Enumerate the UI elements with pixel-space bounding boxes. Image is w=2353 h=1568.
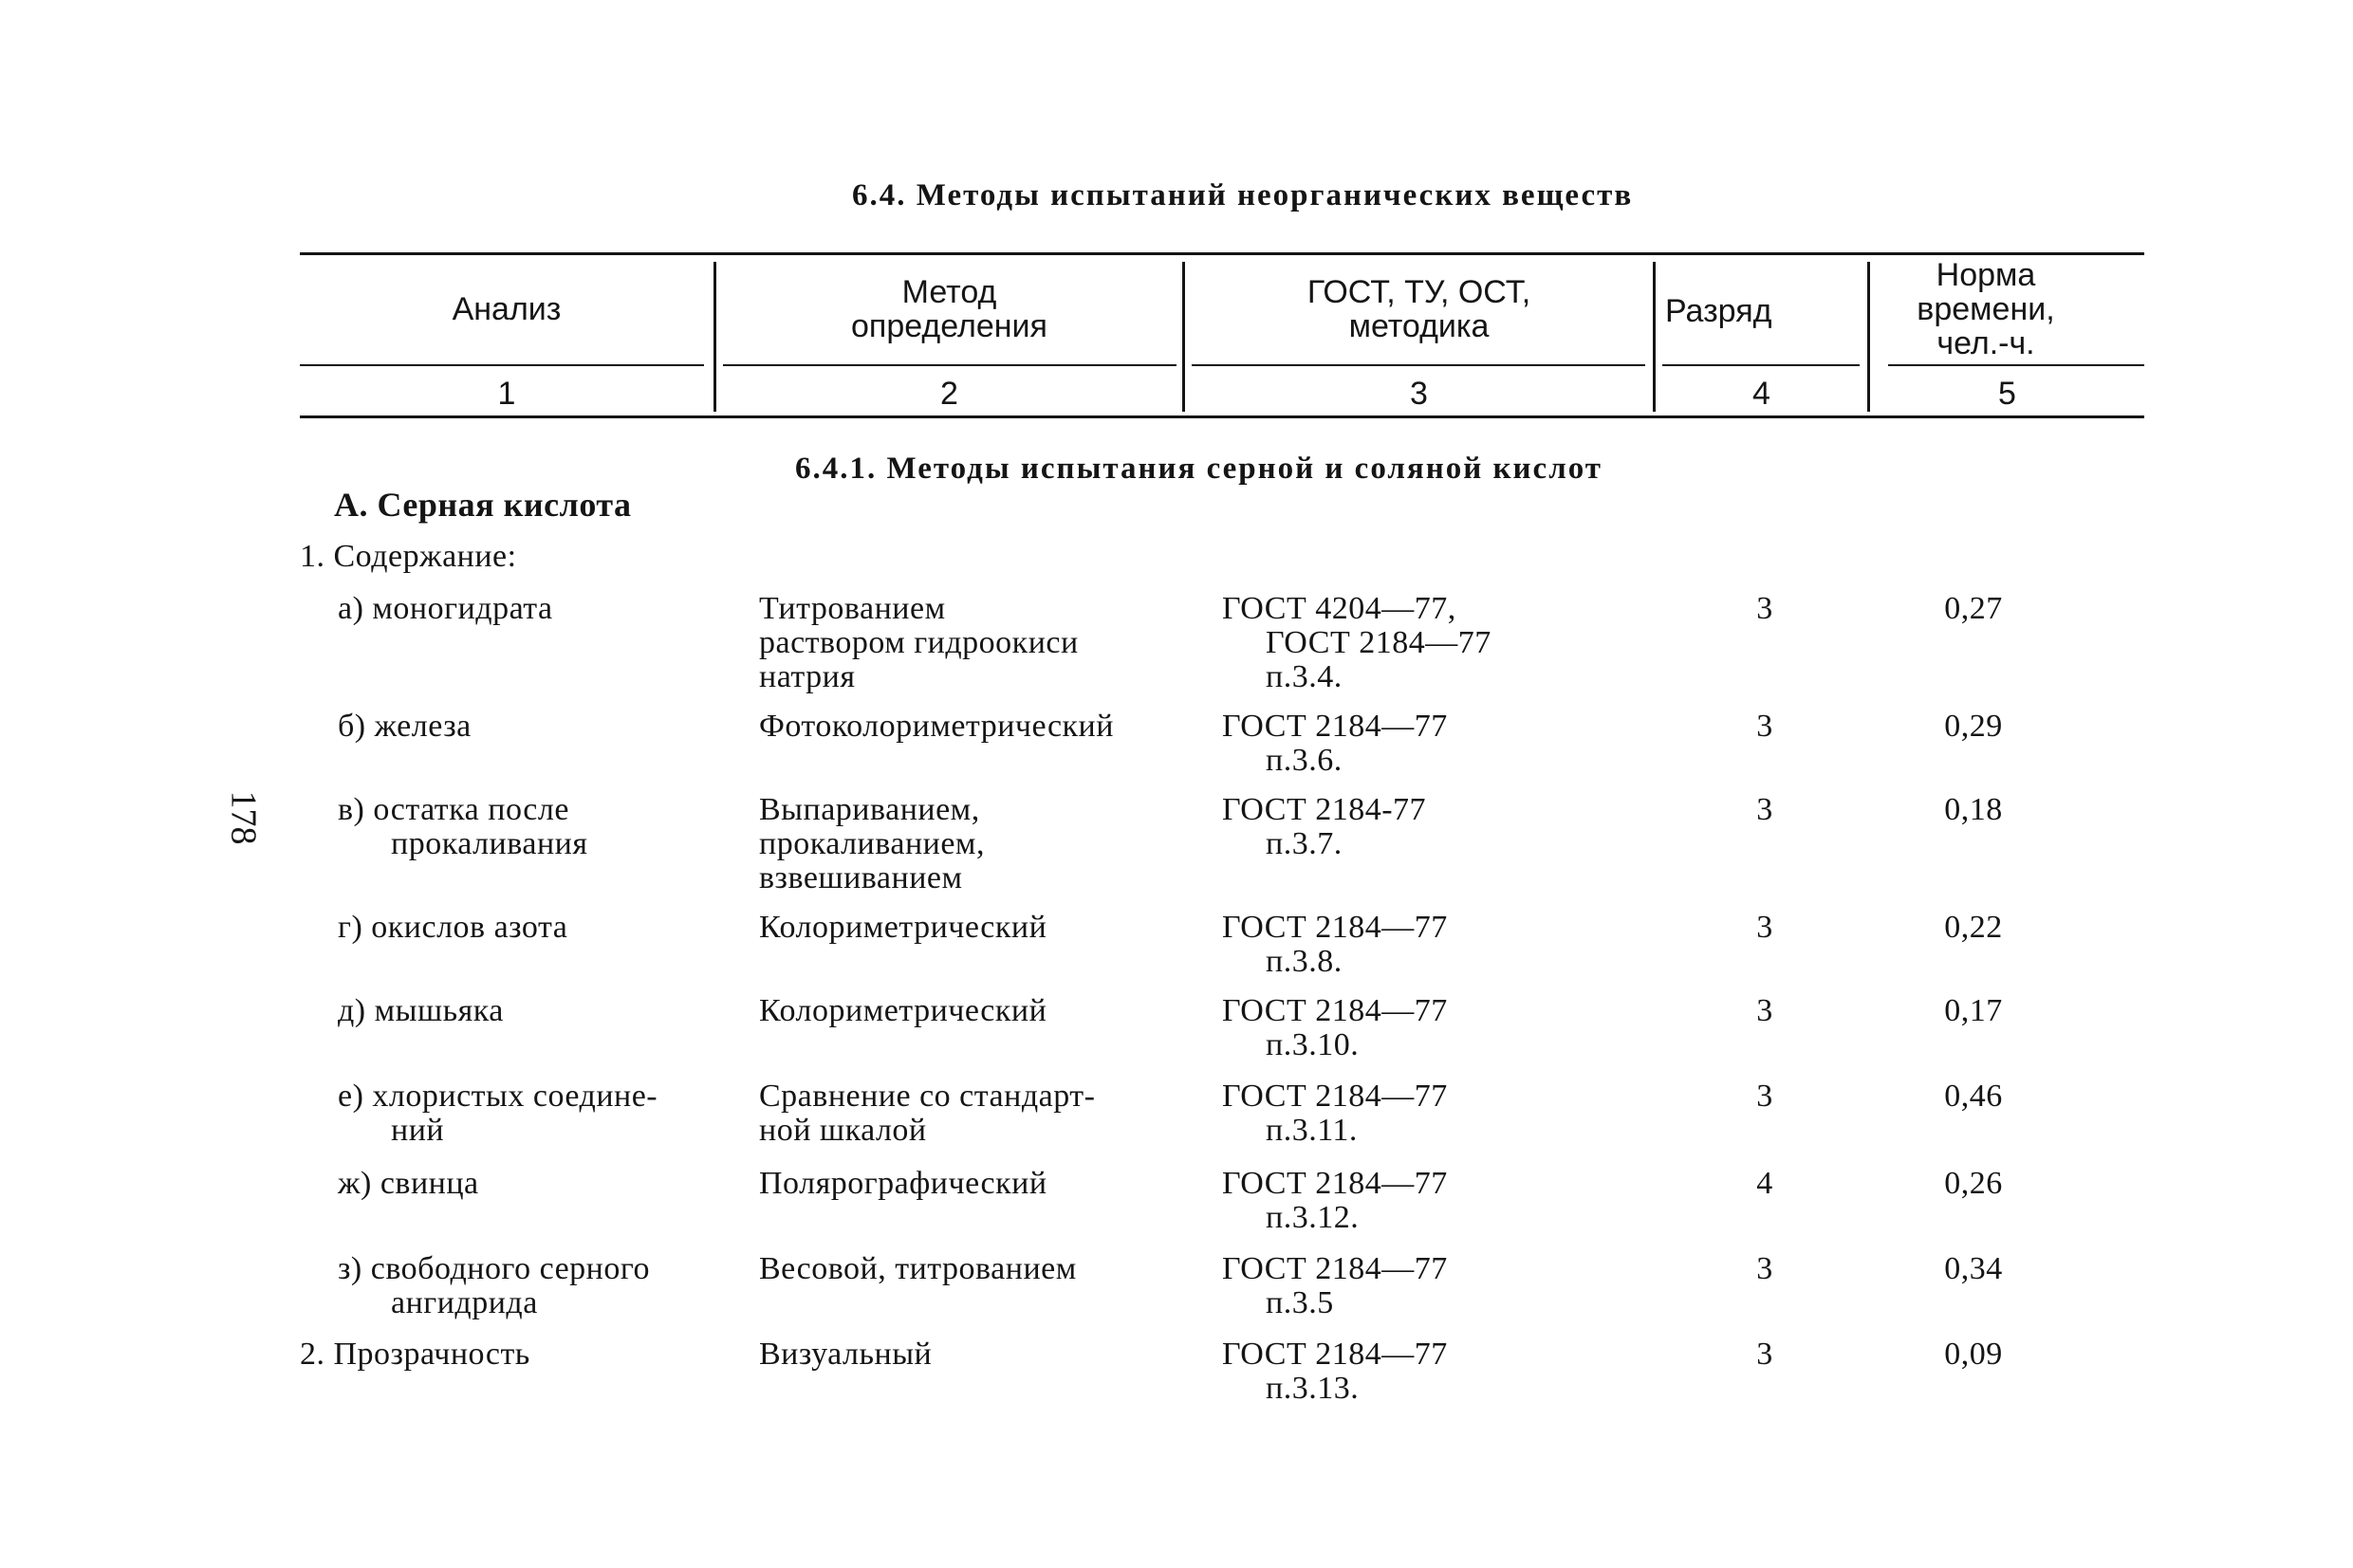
cell-method: ной шкалой [759, 1113, 927, 1148]
cell-grade: 3 [1756, 993, 1773, 1028]
cell-grade: 3 [1756, 709, 1773, 744]
cell-analysis: в) остатка после [338, 792, 569, 827]
header-gost: ГОСТ, ТУ, ОСТ, методика [1306, 274, 1531, 344]
table-top-rule [300, 252, 2144, 255]
page-number: 178 [223, 790, 264, 845]
cell-method: Выпариванием, [759, 792, 980, 827]
cell-analysis: д) мышьяка [338, 993, 504, 1028]
cell-method: Колориметрический [759, 910, 1047, 945]
cell-gost: ГОСТ 2184—77 [1222, 709, 1448, 744]
cell-gost: п.3.8. [1266, 944, 1343, 979]
cell-analysis: ж) свинца [338, 1166, 479, 1201]
cell-analysis: ний [391, 1113, 445, 1148]
cell-grade: 3 [1756, 1337, 1773, 1372]
cell-method: Колориметрический [759, 993, 1047, 1028]
cell-method: натрия [759, 659, 856, 694]
cell-grade: 3 [1756, 1079, 1773, 1114]
cell-analysis: е) хлористых соедине- [338, 1079, 658, 1114]
header-grade: Разряд [1665, 293, 1772, 329]
column-number: 4 [1752, 376, 1770, 412]
cell-gost: ГОСТ 2184—77 [1222, 1251, 1448, 1286]
cell-method: прокаливанием, [759, 826, 985, 861]
column-number: 5 [1998, 376, 2016, 412]
cell-analysis: г) окислов азота [338, 910, 568, 945]
cell-norm: 0,18 [1944, 792, 2003, 827]
page-title: 6.4. Методы испытаний неорганических веществ [852, 178, 1634, 212]
header-analysis: Анализ [452, 291, 562, 327]
cell-grade: 3 [1756, 792, 1773, 827]
cell-norm: 0,17 [1944, 993, 2003, 1028]
cell-gost: п.3.7. [1266, 826, 1343, 861]
header-rule [1192, 364, 1645, 366]
cell-method: Весовой, титрованием [759, 1251, 1077, 1286]
column-number: 2 [940, 376, 958, 412]
header-rule [1888, 364, 2144, 366]
cell-gost: ГОСТ 2184-77 [1222, 792, 1427, 827]
header-rule [723, 364, 1176, 366]
cell-method: Фотоколориметрический [759, 709, 1114, 744]
cell-gost: ГОСТ 4204—77, [1222, 591, 1456, 626]
cell-gost: п.3.12. [1266, 1200, 1360, 1235]
cell-norm: 0,29 [1944, 709, 2003, 744]
header-rule [1662, 364, 1860, 366]
cell-gost: п.3.5 [1266, 1285, 1334, 1320]
cell-grade: 4 [1756, 1166, 1773, 1201]
cell-norm: 0,34 [1944, 1251, 2003, 1286]
cell-analysis: з) свободного серного [338, 1251, 650, 1286]
header-norm: Норма времени, чел.-ч. [1917, 257, 2055, 361]
cell-analysis: 2. Прозрачность [300, 1337, 530, 1372]
cell-gost: п.3.13. [1266, 1371, 1360, 1406]
cell-method: Титрованием [759, 591, 946, 626]
cell-gost: ГОСТ 2184—77 [1222, 1337, 1448, 1372]
cell-analysis: а) моногидрата [338, 591, 553, 626]
cell-grade: 3 [1756, 910, 1773, 945]
cell-gost: п.3.4. [1266, 659, 1343, 694]
cell-method: Сравнение со стандарт- [759, 1079, 1096, 1114]
section-subtitle: 6.4.1. Методы испытания серной и соляной кислот [795, 452, 1603, 486]
cell-method: взвешиванием [759, 860, 963, 895]
cell-analysis: ангидрида [391, 1285, 538, 1320]
cell-norm: 0,09 [1944, 1337, 2003, 1372]
cell-norm: 0,46 [1944, 1079, 2003, 1114]
cell-gost: п.3.11. [1266, 1113, 1358, 1148]
cell-analysis: прокаливания [391, 826, 588, 861]
cell-gost: п.3.10. [1266, 1027, 1360, 1062]
table-bottom-rule [300, 415, 2144, 418]
header-rule [300, 364, 704, 366]
cell-norm: 0,26 [1944, 1166, 2003, 1201]
header-method: Метод определения [851, 274, 1047, 344]
cell-method: Визуальный [759, 1337, 933, 1372]
cell-gost: ГОСТ 2184—77 [1266, 625, 1491, 660]
column-number: 3 [1410, 376, 1428, 412]
cell-gost: п.3.6. [1266, 743, 1343, 778]
cell-norm: 0,27 [1944, 591, 2003, 626]
cell-grade: 3 [1756, 591, 1773, 626]
section-heading: А. Серная кислота [334, 486, 632, 524]
cell-method: Полярографический [759, 1166, 1047, 1201]
cell-gost: ГОСТ 2184—77 [1222, 1079, 1448, 1114]
cell-gost: ГОСТ 2184—77 [1222, 1166, 1448, 1201]
column-number: 1 [497, 376, 516, 412]
cell-norm: 0,22 [1944, 910, 2003, 945]
cell-grade: 3 [1756, 1251, 1773, 1286]
cell-method: раствором гидроокиси [759, 625, 1079, 660]
cell-analysis: б) железа [338, 709, 472, 744]
cell-gost: ГОСТ 2184—77 [1222, 993, 1448, 1028]
group-heading: 1. Содержание: [300, 539, 517, 574]
cell-gost: ГОСТ 2184—77 [1222, 910, 1448, 945]
